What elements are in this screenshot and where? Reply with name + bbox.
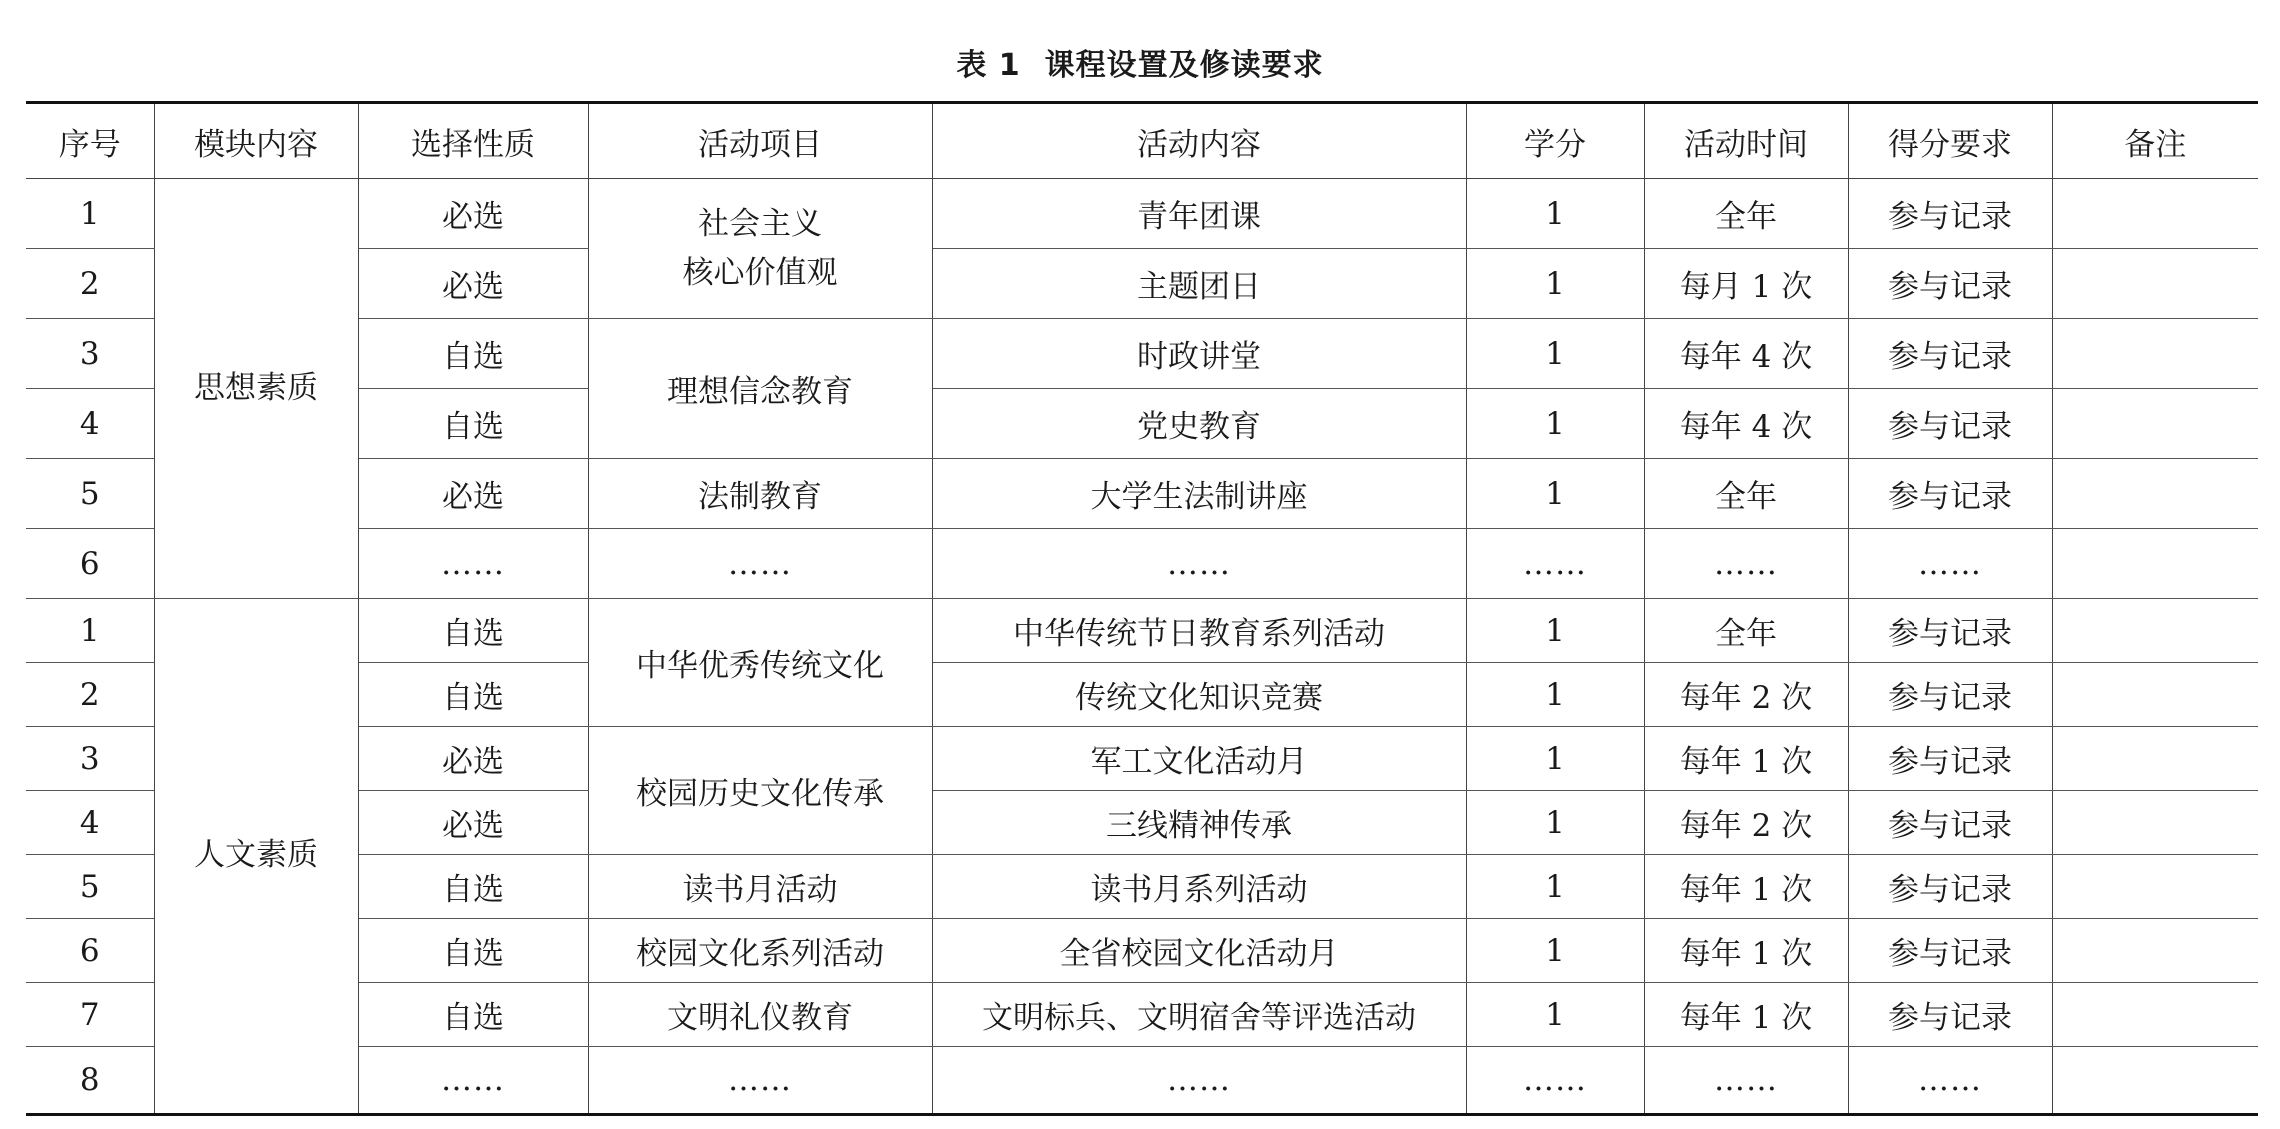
cell-type: 自选 bbox=[358, 319, 588, 389]
cell-time: 全年 bbox=[1644, 459, 1848, 529]
cell-type: …… bbox=[358, 1047, 588, 1115]
cell-note bbox=[2052, 529, 2258, 599]
cell-seq: 3 bbox=[26, 319, 154, 389]
cell-note bbox=[2052, 983, 2258, 1047]
cell-project: 法制教育 bbox=[588, 459, 932, 529]
table-row bbox=[26, 663, 2258, 727]
cell-requirement: 参与记录 bbox=[1848, 855, 2052, 919]
cell-note bbox=[2052, 791, 2258, 855]
cell-content: 三线精神传承 bbox=[932, 791, 1466, 855]
table-row bbox=[26, 389, 2258, 459]
cell-note bbox=[2052, 663, 2258, 727]
cell-type: 自选 bbox=[358, 663, 588, 727]
cell-time: 每年 2 次 bbox=[1644, 791, 1848, 855]
cell-credit: 1 bbox=[1466, 179, 1644, 249]
cell-requirement: 参与记录 bbox=[1848, 663, 2052, 727]
cell-type: 自选 bbox=[358, 855, 588, 919]
cell-project: 读书月活动 bbox=[588, 855, 932, 919]
cell-type: 自选 bbox=[358, 599, 588, 663]
cell-requirement: 参与记录 bbox=[1848, 179, 2052, 249]
cell-project: 文明礼仪教育 bbox=[588, 983, 932, 1047]
cell-seq: 1 bbox=[26, 179, 154, 249]
cell-module: 思想素质 bbox=[154, 179, 358, 599]
cell-seq: 1 bbox=[26, 599, 154, 663]
cell-content: 党史教育 bbox=[932, 389, 1466, 459]
cell-note bbox=[2052, 599, 2258, 663]
header-type: 选择性质 bbox=[358, 103, 588, 179]
cell-seq: 7 bbox=[26, 983, 154, 1047]
cell-credit: …… bbox=[1466, 1047, 1644, 1115]
header-time: 活动时间 bbox=[1644, 103, 1848, 179]
cell-note bbox=[2052, 855, 2258, 919]
cell-note bbox=[2052, 179, 2258, 249]
table-row bbox=[26, 1047, 2258, 1115]
table-row bbox=[26, 983, 2258, 1047]
cell-time: …… bbox=[1644, 529, 1848, 599]
cell-time: 每年 4 次 bbox=[1644, 389, 1848, 459]
cell-content: 青年团课 bbox=[932, 179, 1466, 249]
cell-credit: 1 bbox=[1466, 319, 1644, 389]
cell-content: 大学生法制讲座 bbox=[932, 459, 1466, 529]
cell-time: 全年 bbox=[1644, 599, 1848, 663]
cell-type: 必选 bbox=[358, 249, 588, 319]
cell-credit: …… bbox=[1466, 529, 1644, 599]
cell-project bbox=[588, 179, 932, 319]
table-row bbox=[26, 319, 2258, 389]
table-row bbox=[26, 855, 2258, 919]
cell-requirement: 参与记录 bbox=[1848, 727, 2052, 791]
cell-time: 每年 1 次 bbox=[1644, 855, 1848, 919]
table-row bbox=[26, 727, 2258, 791]
cell-project: 校园历史文化传承 bbox=[588, 727, 932, 855]
cell-content: …… bbox=[932, 529, 1466, 599]
cell-credit: 1 bbox=[1466, 791, 1644, 855]
cell-requirement: 参与记录 bbox=[1848, 389, 2052, 459]
cell-seq: 3 bbox=[26, 727, 154, 791]
cell-time: 每年 4 次 bbox=[1644, 319, 1848, 389]
cell-content: 全省校园文化活动月 bbox=[932, 919, 1466, 983]
cell-credit: 1 bbox=[1466, 919, 1644, 983]
cell-type: 必选 bbox=[358, 459, 588, 529]
cell-credit: 1 bbox=[1466, 599, 1644, 663]
cell-credit: 1 bbox=[1466, 855, 1644, 919]
course-table bbox=[26, 101, 2258, 1116]
cell-requirement: 参与记录 bbox=[1848, 459, 2052, 529]
cell-project-line: 核心价值观 bbox=[682, 254, 838, 291]
cell-content: 军工文化活动月 bbox=[932, 727, 1466, 791]
header-seq: 序号 bbox=[26, 103, 154, 179]
cell-requirement: 参与记录 bbox=[1848, 791, 2052, 855]
cell-content: 中华传统节日教育系列活动 bbox=[932, 599, 1466, 663]
cell-time: 全年 bbox=[1644, 179, 1848, 249]
cell-time: 每年 1 次 bbox=[1644, 727, 1848, 791]
cell-seq: 6 bbox=[26, 529, 154, 599]
cell-seq: 4 bbox=[26, 389, 154, 459]
cell-requirement: 参与记录 bbox=[1848, 599, 2052, 663]
cell-note bbox=[2052, 319, 2258, 389]
cell-note bbox=[2052, 919, 2258, 983]
module-group-ideology bbox=[26, 179, 2258, 599]
cell-time: 每年 2 次 bbox=[1644, 663, 1848, 727]
cell-type: …… bbox=[358, 529, 588, 599]
cell-seq: 5 bbox=[26, 855, 154, 919]
cell-credit: 1 bbox=[1466, 727, 1644, 791]
header-note: 备注 bbox=[2052, 103, 2258, 179]
cell-credit: 1 bbox=[1466, 459, 1644, 529]
table-caption bbox=[0, 40, 2280, 84]
cell-seq: 5 bbox=[26, 459, 154, 529]
table-row bbox=[26, 919, 2258, 983]
cell-note bbox=[2052, 727, 2258, 791]
cell-requirement: …… bbox=[1848, 529, 2052, 599]
cell-type: 必选 bbox=[358, 727, 588, 791]
cell-requirement: …… bbox=[1848, 1047, 2052, 1115]
table-row bbox=[26, 249, 2258, 319]
table-row bbox=[26, 599, 2258, 663]
cell-type: 自选 bbox=[358, 389, 588, 459]
cell-note bbox=[2052, 389, 2258, 459]
cell-content: 时政讲堂 bbox=[932, 319, 1466, 389]
cell-time: 每年 1 次 bbox=[1644, 983, 1848, 1047]
cell-content: …… bbox=[932, 1047, 1466, 1115]
cell-project-line: 社会主义 bbox=[698, 206, 822, 243]
cell-content: 读书月系列活动 bbox=[932, 855, 1466, 919]
table-row bbox=[26, 529, 2258, 599]
cell-credit: 1 bbox=[1466, 983, 1644, 1047]
header-content: 活动内容 bbox=[932, 103, 1466, 179]
cell-type: 必选 bbox=[358, 179, 588, 249]
cell-note bbox=[2052, 1047, 2258, 1115]
cell-content: 传统文化知识竞赛 bbox=[932, 663, 1466, 727]
cell-credit: 1 bbox=[1466, 249, 1644, 319]
header-row bbox=[26, 103, 2258, 179]
cell-seq: 6 bbox=[26, 919, 154, 983]
cell-project: …… bbox=[588, 1047, 932, 1115]
cell-content: 文明标兵、文明宿舍等评选活动 bbox=[932, 983, 1466, 1047]
cell-requirement: 参与记录 bbox=[1848, 249, 2052, 319]
header-project: 活动项目 bbox=[588, 103, 932, 179]
cell-seq: 2 bbox=[26, 249, 154, 319]
cell-module: 人文素质 bbox=[154, 599, 358, 1115]
table-row bbox=[26, 459, 2258, 529]
table-row bbox=[26, 791, 2258, 855]
cell-note bbox=[2052, 459, 2258, 529]
cell-seq: 2 bbox=[26, 663, 154, 727]
cell-seq: 4 bbox=[26, 791, 154, 855]
cell-credit: 1 bbox=[1466, 389, 1644, 459]
cell-seq: 8 bbox=[26, 1047, 154, 1115]
cell-credit: 1 bbox=[1466, 663, 1644, 727]
cell-type: 自选 bbox=[358, 919, 588, 983]
header-requirement: 得分要求 bbox=[1848, 103, 2052, 179]
header-module: 模块内容 bbox=[154, 103, 358, 179]
table-title: 课程设置及修读要求 bbox=[1044, 48, 1324, 83]
table-row bbox=[26, 179, 2258, 249]
table-number: 表 1 bbox=[956, 48, 1021, 83]
cell-requirement: 参与记录 bbox=[1848, 319, 2052, 389]
module-group-humanities bbox=[26, 599, 2258, 1115]
cell-time: 每月 1 次 bbox=[1644, 249, 1848, 319]
cell-type: 必选 bbox=[358, 791, 588, 855]
cell-project: 校园文化系列活动 bbox=[588, 919, 932, 983]
cell-note bbox=[2052, 249, 2258, 319]
cell-project: 理想信念教育 bbox=[588, 319, 932, 459]
cell-time: …… bbox=[1644, 1047, 1848, 1115]
cell-type: 自选 bbox=[358, 983, 588, 1047]
cell-project: …… bbox=[588, 529, 932, 599]
cell-content: 主题团日 bbox=[932, 249, 1466, 319]
cell-requirement: 参与记录 bbox=[1848, 983, 2052, 1047]
cell-requirement: 参与记录 bbox=[1848, 919, 2052, 983]
cell-project: 中华优秀传统文化 bbox=[588, 599, 932, 727]
header-credit: 学分 bbox=[1466, 103, 1644, 179]
cell-time: 每年 1 次 bbox=[1644, 919, 1848, 983]
